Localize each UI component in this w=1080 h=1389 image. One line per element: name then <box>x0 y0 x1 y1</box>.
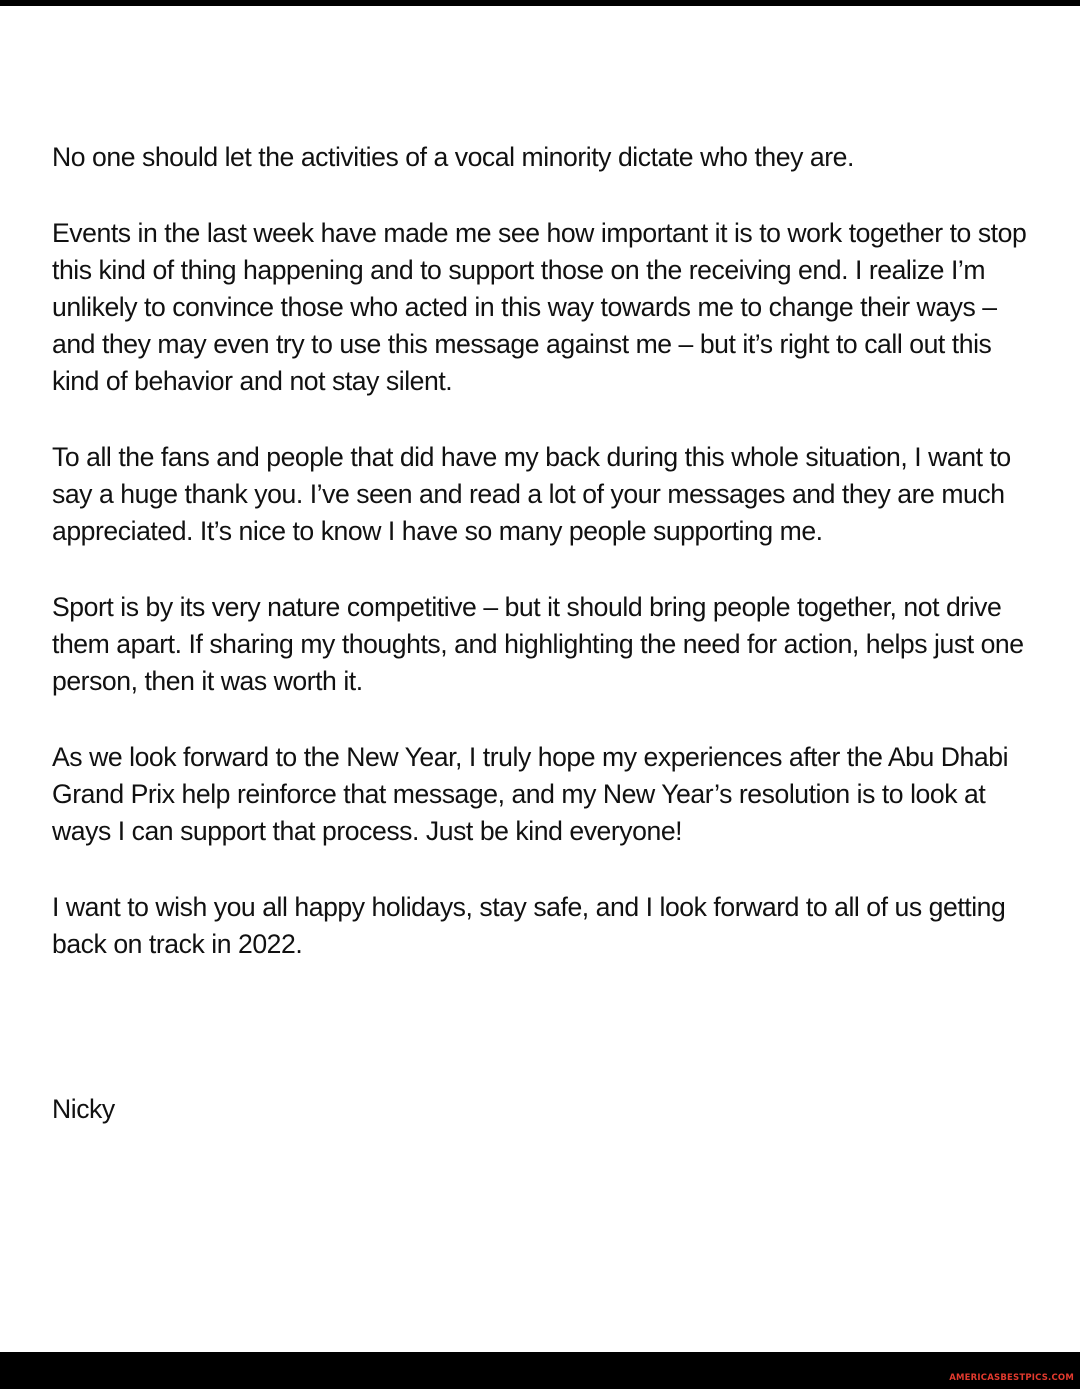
letter-paragraph-1: No one should let the activities of a vocal minority dictate who they are. <box>52 142 854 172</box>
signature: Nicky <box>52 1094 115 1124</box>
watermark: AMERICASBESTPICS.COM <box>949 1373 1074 1383</box>
top-border <box>0 0 1080 6</box>
letter-paragraph-2: Events in the last week have made me see how important it is to work together to stop this kind of thing happening and to support those on the receiving end. I realize I’m unlikely to convince those who acted in this way towards me to change their ways – and they may even try to use this message against me – but it’s right to call out this kind of behavior and not stay silent. <box>52 218 1027 396</box>
letter-paragraph-6: I want to wish you all happy holidays, stay safe, and I look forward to all of us getting back on track in 2022. <box>52 892 1006 959</box>
letter-paragraph-3: To all the fans and people that did have my back during this whole situation, I want to say a huge thank you. I’ve seen and read a lot of your messages and they are much appreciated. It’s nice to know I have so many people supporting me. <box>52 442 1011 546</box>
letter-body <box>52 139 1042 963</box>
letter-paragraph-4: Sport is by its very nature competitive – but it should bring people together, not drive them apart. If sharing my thoughts, and highlighting the need for action, helps just one person, then it was worth it. <box>52 592 1024 696</box>
letter-paragraph-5: As we look forward to the New Year, I truly hope my experiences after the Abu Dhabi Grand Prix help reinforce that message, and my New Year’s resolution is to look at ways I can support that process. Just be kind everyone! <box>52 742 1009 846</box>
bottom-bar <box>0 1352 1080 1389</box>
